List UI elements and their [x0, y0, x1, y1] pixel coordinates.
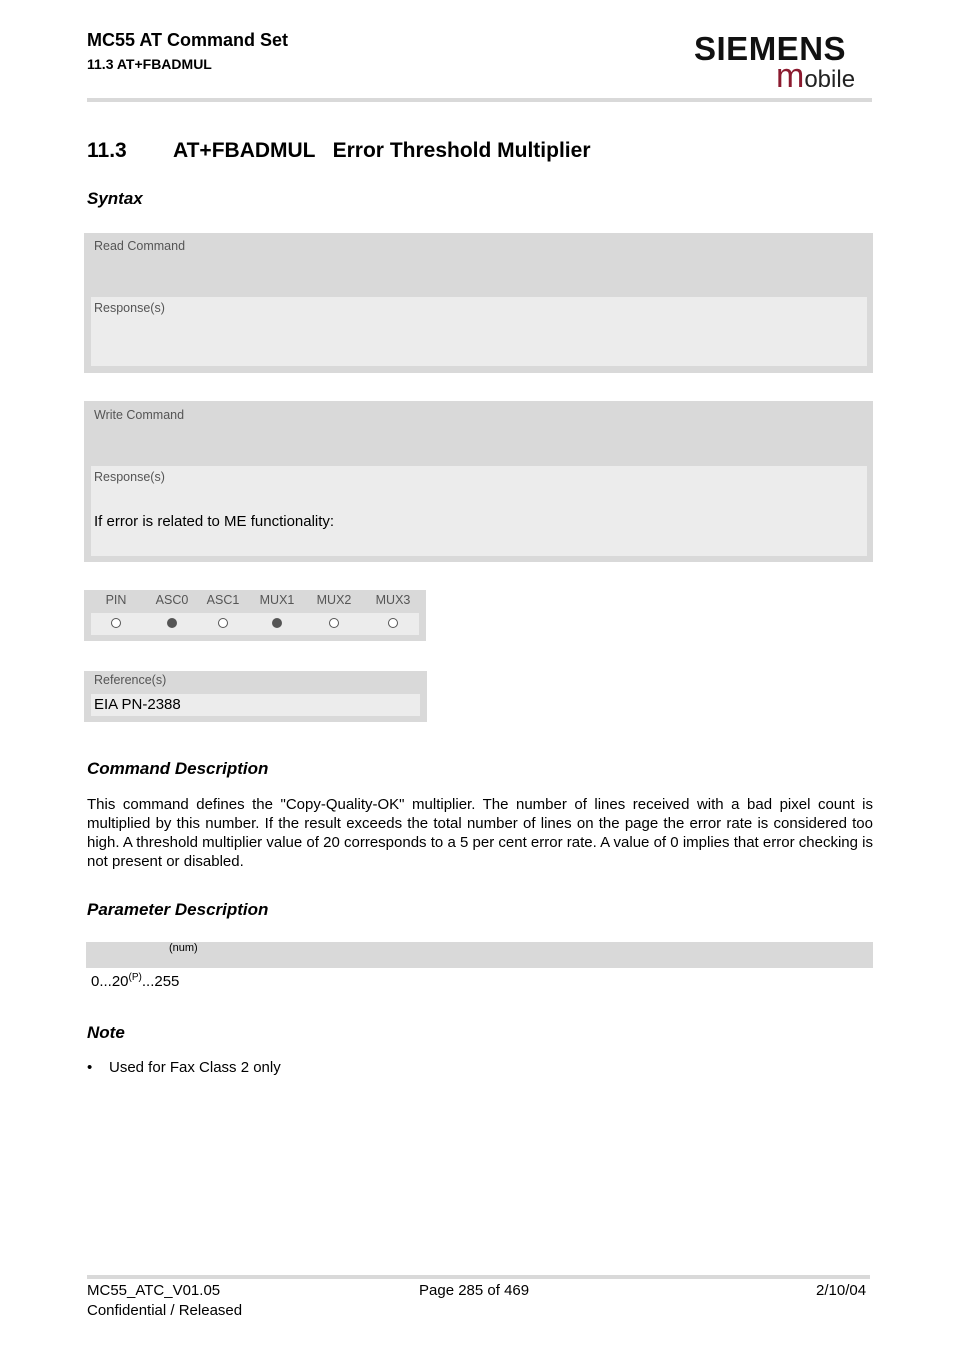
mux3-col-header: MUX3: [375, 593, 411, 607]
asc1-support-indicator: [218, 618, 228, 628]
asc0-support-indicator: [167, 618, 177, 628]
footer-doc-id: MC55_ATC_V01.05: [87, 1282, 221, 1299]
mux3-support-indicator: [388, 618, 398, 628]
parameter-range-end: ...255: [141, 973, 180, 990]
note-heading: Note: [87, 1023, 125, 1042]
footer-page-number: Page 285 of 469: [419, 1282, 530, 1299]
pin-col-header: PIN: [105, 593, 127, 607]
parameter-range-start: 0...20: [91, 973, 129, 990]
pin-interface-table: [84, 590, 426, 641]
parameter-header-bar: [86, 942, 873, 968]
section-number: 11.3: [87, 139, 127, 162]
document-title: MC55 AT Command Set: [87, 30, 289, 50]
mux1-support-indicator: [272, 618, 282, 628]
write-command-label: Write Command: [94, 408, 185, 422]
note-item-text: Used for Fax Class 2 only: [109, 1059, 281, 1076]
header-divider: [87, 98, 872, 102]
footer-date: 2/10/04: [816, 1282, 867, 1299]
read-command-label: Read Command: [94, 239, 186, 253]
read-command-box: [84, 233, 873, 373]
mux2-support-indicator: [329, 618, 339, 628]
siemens-logo: SIEMENS: [694, 30, 847, 67]
references-box: [84, 671, 427, 722]
parameter-default-marker: (P): [128, 972, 142, 983]
mobile-logo: [776, 57, 856, 95]
command-description-heading: Command Description: [87, 759, 269, 778]
section-name: AT+FBADMUL Error Threshold Multiplier: [173, 139, 591, 162]
footer-status: Confidential / Released: [87, 1302, 243, 1319]
note-list-item: [87, 1059, 281, 1076]
write-response-label: Response(s): [94, 470, 165, 484]
section-title: [87, 139, 591, 163]
parameter-description-heading: Parameter Description: [87, 900, 269, 919]
references-value-area: [91, 694, 420, 716]
asc1-col-header: ASC1: [206, 593, 240, 607]
parameter-range: [91, 972, 179, 990]
mobile-logo-m: m: [776, 57, 805, 95]
references-label: Reference(s): [94, 673, 167, 687]
write-response-text: If error is related to ME functionality:: [94, 513, 335, 530]
document-section: 11.3 AT+FBADMUL: [87, 56, 212, 72]
mux1-col-header: MUX1: [259, 593, 295, 607]
command-description-text: This command defines the "Copy-Quality-OK" multiplier. The number of lines received with a bad pixel count is multiplied by this number. If the result exceeds the total number of lines on the page the error rate is considered too high. A threshold multiplier value of 20 corresponds to a 5 per cent error rate. A value of 0 implies that error checking is not present or disabled.: [87, 796, 873, 870]
parameter-type: (num): [169, 942, 198, 954]
syntax-heading: Syntax: [87, 189, 143, 208]
write-response-area: [91, 466, 867, 556]
read-response-area: [91, 297, 867, 366]
read-response-label: Response(s): [94, 301, 165, 315]
mux2-col-header: MUX2: [316, 593, 352, 607]
mobile-logo-rest: obile: [804, 66, 856, 93]
references-value: EIA PN-2388: [94, 696, 181, 713]
pin-support-row: [91, 613, 419, 635]
write-command-box: [84, 401, 873, 562]
footer-divider: [87, 1275, 870, 1279]
pin-support-indicator: [111, 618, 121, 628]
asc0-col-header: ASC0: [155, 593, 189, 607]
bullet-icon: •: [87, 1059, 93, 1076]
